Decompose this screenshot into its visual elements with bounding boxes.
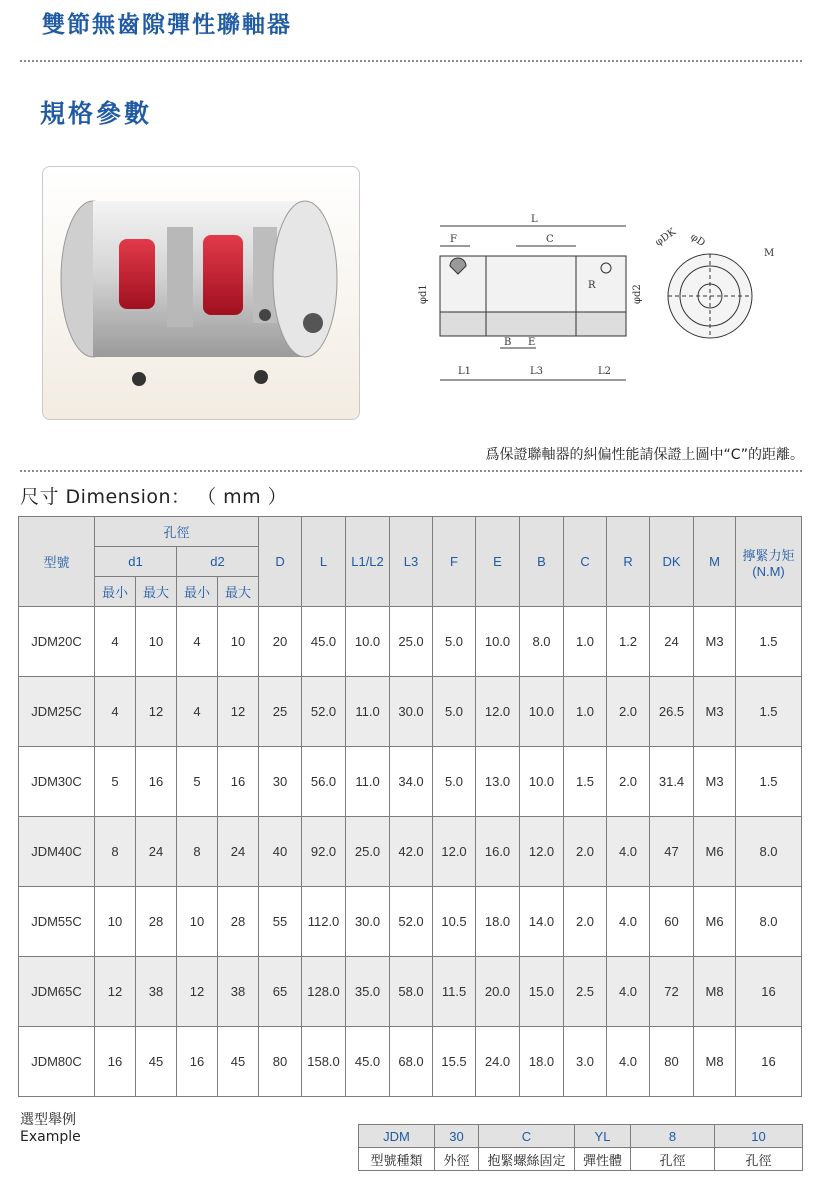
header-torque-unit: (N.M) bbox=[752, 563, 785, 579]
table-cell: 4 bbox=[177, 607, 218, 677]
table-cell: 10.0 bbox=[476, 607, 520, 677]
table-cell: 52.0 bbox=[390, 887, 433, 957]
table-cell: 2.0 bbox=[564, 887, 607, 957]
header-B: B bbox=[520, 517, 564, 607]
table-cell: 8 bbox=[95, 817, 136, 887]
table-cell: 80 bbox=[259, 1027, 302, 1097]
table-cell: 38 bbox=[136, 957, 177, 1027]
model-cell: JDM80C bbox=[19, 1027, 95, 1097]
table-cell: 1.5 bbox=[736, 607, 802, 677]
example-code-cell: JDM bbox=[359, 1125, 435, 1148]
example-meaning-cell: 外徑 bbox=[435, 1148, 479, 1171]
table-row bbox=[19, 607, 802, 677]
table-cell: 5.0 bbox=[433, 607, 476, 677]
example-code-cell: YL bbox=[575, 1125, 631, 1148]
table-cell: 11.0 bbox=[346, 677, 390, 747]
example-meaning-cell: 抱緊螺絲固定 bbox=[479, 1148, 575, 1171]
example-code-cell: C bbox=[479, 1125, 575, 1148]
table-cell: 28 bbox=[136, 887, 177, 957]
table-cell: 45.0 bbox=[302, 607, 346, 677]
dim-label-R: R bbox=[588, 280, 596, 291]
header-torque bbox=[736, 517, 802, 607]
table-cell: 8.0 bbox=[736, 887, 802, 957]
table-cell: 12.0 bbox=[433, 817, 476, 887]
table-cell: 10 bbox=[218, 607, 259, 677]
divider bbox=[20, 470, 802, 472]
table-cell: 34.0 bbox=[390, 747, 433, 817]
header-model: 型號 bbox=[19, 517, 95, 607]
example-meaning-cell: 彈性體 bbox=[575, 1148, 631, 1171]
table-cell: 65 bbox=[259, 957, 302, 1027]
c-distance-note: 爲保證聯軸器的糾偏性能請保證上圖中“C”的距離。 bbox=[485, 447, 804, 463]
table-cell: 8.0 bbox=[520, 607, 564, 677]
technical-drawing bbox=[414, 212, 786, 392]
table-cell: 72 bbox=[650, 957, 694, 1027]
table-cell: 15.0 bbox=[520, 957, 564, 1027]
table-cell: M8 bbox=[694, 957, 736, 1027]
model-cell: JDM65C bbox=[19, 957, 95, 1027]
table-cell: 1.0 bbox=[564, 677, 607, 747]
header-L3: L3 bbox=[390, 517, 433, 607]
table-cell: 8 bbox=[177, 817, 218, 887]
table-row bbox=[19, 817, 802, 887]
table-cell: 4.0 bbox=[607, 957, 650, 1027]
table-cell: 92.0 bbox=[302, 817, 346, 887]
dim-label-d2: φd2 bbox=[632, 284, 643, 304]
header-F: F bbox=[433, 517, 476, 607]
table-cell: 3.0 bbox=[564, 1027, 607, 1097]
example-label-en: Example bbox=[20, 1129, 81, 1145]
table-cell: 40 bbox=[259, 817, 302, 887]
table-cell: 2.0 bbox=[607, 747, 650, 817]
header-R: R bbox=[607, 517, 650, 607]
table-cell: 10.0 bbox=[346, 607, 390, 677]
table-cell: 25.0 bbox=[346, 817, 390, 887]
table-cell: 12 bbox=[218, 677, 259, 747]
table-cell: 55 bbox=[259, 887, 302, 957]
example-meaning-cell: 孔徑 bbox=[631, 1148, 715, 1171]
table-cell: 4.0 bbox=[607, 887, 650, 957]
table-cell: 10 bbox=[136, 607, 177, 677]
header-D: D bbox=[259, 517, 302, 607]
dim-label-C: C bbox=[546, 234, 554, 245]
dim-label-L3: L3 bbox=[530, 366, 544, 377]
table-cell: 128.0 bbox=[302, 957, 346, 1027]
table-row bbox=[19, 887, 802, 957]
table-cell: 158.0 bbox=[302, 1027, 346, 1097]
table-cell: 80 bbox=[650, 1027, 694, 1097]
table-cell: 25 bbox=[259, 677, 302, 747]
table-cell: M3 bbox=[694, 747, 736, 817]
example-table bbox=[358, 1124, 803, 1171]
table-cell: 45 bbox=[136, 1027, 177, 1097]
table-cell: 24 bbox=[218, 817, 259, 887]
table-cell: 38 bbox=[218, 957, 259, 1027]
product-photo bbox=[42, 166, 360, 420]
table-cell: 16 bbox=[736, 1027, 802, 1097]
header-torque-label: 擰緊力矩 bbox=[742, 547, 795, 563]
table-cell: 5 bbox=[177, 747, 218, 817]
table-cell: 16 bbox=[95, 1027, 136, 1097]
header-d1: d1 bbox=[95, 547, 177, 577]
table-cell: 24 bbox=[136, 817, 177, 887]
table-cell: 45.0 bbox=[346, 1027, 390, 1097]
model-cell: JDM30C bbox=[19, 747, 95, 817]
model-cell: JDM40C bbox=[19, 817, 95, 887]
header-DK: DK bbox=[650, 517, 694, 607]
table-cell: 11.0 bbox=[346, 747, 390, 817]
table-cell: 58.0 bbox=[390, 957, 433, 1027]
page-title: 雙節無齒隙彈性聯軸器 bbox=[42, 12, 292, 38]
spec-heading: 規格參數 bbox=[40, 99, 153, 128]
table-cell: 10.0 bbox=[520, 677, 564, 747]
table-cell: 8.0 bbox=[736, 817, 802, 887]
example-label bbox=[20, 1112, 81, 1146]
example-meaning-cell: 型號種類 bbox=[359, 1148, 435, 1171]
table-cell: 20.0 bbox=[476, 957, 520, 1027]
dimension-title: 尺寸 Dimension： （ mm ） bbox=[20, 486, 288, 508]
table-cell: 20 bbox=[259, 607, 302, 677]
dim-label-L: L bbox=[531, 214, 538, 225]
table-cell: 28 bbox=[218, 887, 259, 957]
table-cell: M6 bbox=[694, 817, 736, 887]
header-d2-min: 最小 bbox=[177, 577, 218, 607]
header-L1L2: L1/L2 bbox=[346, 517, 390, 607]
table-cell: M3 bbox=[694, 677, 736, 747]
header-L: L bbox=[302, 517, 346, 607]
table-cell: 16 bbox=[136, 747, 177, 817]
header-C: C bbox=[564, 517, 607, 607]
table-cell: 112.0 bbox=[302, 887, 346, 957]
table-cell: 25.0 bbox=[390, 607, 433, 677]
table-cell: 1.5 bbox=[736, 677, 802, 747]
table-cell: 4 bbox=[95, 677, 136, 747]
model-cell: JDM55C bbox=[19, 887, 95, 957]
table-cell: 5.0 bbox=[433, 677, 476, 747]
table-cell: 1.5 bbox=[564, 747, 607, 817]
table-cell: 56.0 bbox=[302, 747, 346, 817]
model-cell: JDM25C bbox=[19, 677, 95, 747]
table-cell: 60 bbox=[650, 887, 694, 957]
table-cell: 12.0 bbox=[476, 677, 520, 747]
table-cell: 24 bbox=[650, 607, 694, 677]
table-cell: 16 bbox=[736, 957, 802, 1027]
table-cell: 1.2 bbox=[607, 607, 650, 677]
table-cell: 30.0 bbox=[390, 677, 433, 747]
table-cell: M6 bbox=[694, 887, 736, 957]
example-code-cell: 30 bbox=[435, 1125, 479, 1148]
divider bbox=[20, 60, 802, 62]
table-cell: 1.5 bbox=[736, 747, 802, 817]
table-cell: 12 bbox=[95, 957, 136, 1027]
table-cell: 16 bbox=[218, 747, 259, 817]
table-cell: 24.0 bbox=[476, 1027, 520, 1097]
table-cell: 16 bbox=[177, 1027, 218, 1097]
table-cell: 47 bbox=[650, 817, 694, 887]
table-cell: 10.5 bbox=[433, 887, 476, 957]
header-M: M bbox=[694, 517, 736, 607]
table-row bbox=[19, 677, 802, 747]
table-cell: 12 bbox=[136, 677, 177, 747]
dim-label-F: F bbox=[450, 234, 457, 245]
table-cell: 5 bbox=[95, 747, 136, 817]
table-cell: 30 bbox=[259, 747, 302, 817]
table-cell: 31.4 bbox=[650, 747, 694, 817]
table-cell: 4 bbox=[177, 677, 218, 747]
table-cell: 4.0 bbox=[607, 817, 650, 887]
table-cell: 45 bbox=[218, 1027, 259, 1097]
table-cell: M3 bbox=[694, 607, 736, 677]
example-code-cell: 10 bbox=[715, 1125, 803, 1148]
table-row bbox=[19, 747, 802, 817]
header-d1-max: 最大 bbox=[136, 577, 177, 607]
table-row bbox=[19, 957, 802, 1027]
example-meaning-cell: 孔徑 bbox=[715, 1148, 803, 1171]
table-cell: 18.0 bbox=[520, 1027, 564, 1097]
example-code-cell: 8 bbox=[631, 1125, 715, 1148]
example-label-cn: 選型舉例 bbox=[20, 1112, 76, 1128]
dim-label-L1: L1 bbox=[458, 366, 472, 377]
table-cell: 2.0 bbox=[564, 817, 607, 887]
table-cell: 18.0 bbox=[476, 887, 520, 957]
table-cell: 35.0 bbox=[346, 957, 390, 1027]
table-cell: 10 bbox=[95, 887, 136, 957]
dim-label-M: M bbox=[764, 248, 775, 259]
table-cell: 16.0 bbox=[476, 817, 520, 887]
table-cell: 68.0 bbox=[390, 1027, 433, 1097]
table-cell: 26.5 bbox=[650, 677, 694, 747]
dim-label-D: φD bbox=[688, 231, 707, 250]
table-cell: 10.0 bbox=[520, 747, 564, 817]
table-cell: 4 bbox=[95, 607, 136, 677]
table-cell: 12 bbox=[177, 957, 218, 1027]
table-cell: 5.0 bbox=[433, 747, 476, 817]
model-cell: JDM20C bbox=[19, 607, 95, 677]
dim-label-DK: φDK bbox=[653, 226, 679, 249]
table-cell: 30.0 bbox=[346, 887, 390, 957]
table-cell: 1.0 bbox=[564, 607, 607, 677]
table-row bbox=[19, 1027, 802, 1097]
dim-label-L2: L2 bbox=[598, 366, 612, 377]
table-cell: 11.5 bbox=[433, 957, 476, 1027]
header-d1-min: 最小 bbox=[95, 577, 136, 607]
table-cell: 2.5 bbox=[564, 957, 607, 1027]
dim-label-E: E bbox=[528, 337, 536, 348]
table-cell: 2.0 bbox=[607, 677, 650, 747]
dim-label-B: B bbox=[504, 337, 512, 348]
header-d2-max: 最大 bbox=[218, 577, 259, 607]
dimension-table bbox=[18, 516, 802, 1097]
header-d2: d2 bbox=[177, 547, 259, 577]
table-cell: 12.0 bbox=[520, 817, 564, 887]
table-cell: 15.5 bbox=[433, 1027, 476, 1097]
table-cell: 10 bbox=[177, 887, 218, 957]
header-bore: 孔徑 bbox=[95, 517, 259, 547]
table-cell: 13.0 bbox=[476, 747, 520, 817]
table-cell: M8 bbox=[694, 1027, 736, 1097]
header-E: E bbox=[476, 517, 520, 607]
table-cell: 52.0 bbox=[302, 677, 346, 747]
table-cell: 14.0 bbox=[520, 887, 564, 957]
dim-label-d1: φd1 bbox=[418, 284, 429, 304]
table-cell: 42.0 bbox=[390, 817, 433, 887]
table-cell: 4.0 bbox=[607, 1027, 650, 1097]
